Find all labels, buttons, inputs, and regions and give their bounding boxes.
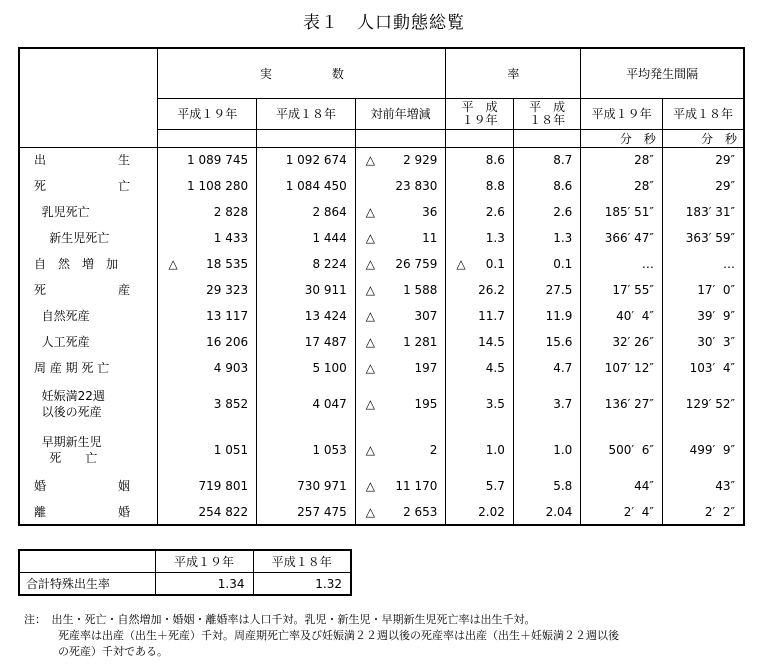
table-row: [19, 277, 744, 303]
value-diff: [355, 381, 446, 427]
value-h18-value: 4 047: [312, 397, 347, 411]
rate-h19-value: 0.1: [485, 257, 505, 271]
rate-h19: [446, 499, 513, 525]
value-h19: [158, 173, 257, 199]
value-diff-value: 1 281: [403, 335, 438, 349]
value-diff: [355, 225, 446, 251]
header-interval-h19: 平成１９年: [581, 98, 663, 129]
interval-h19-value: 32′ 26″: [612, 335, 654, 349]
rate-h19-value: 3.5: [485, 397, 505, 411]
note-line-1: 注： 出生・死亡・自然増加・婚姻・離婚率は人口千対。乳児・新生児・早期新生児死亡率は出生千対。: [24, 613, 536, 626]
value-h19: [158, 225, 257, 251]
value-diff-value: 1 588: [403, 283, 438, 297]
rate-h18-value: 8.7: [553, 153, 573, 168]
rate-h18-value: 3.7: [553, 397, 573, 411]
value-h19-value: 1 089 745: [187, 153, 249, 168]
value-h19-value: 254 822: [198, 504, 249, 519]
sub-label: 合計特殊出生率: [19, 573, 155, 596]
value-h19-value: 1 051: [213, 443, 249, 457]
row-label: 死 産: [19, 277, 158, 303]
value-h19-value: 29 323: [206, 283, 249, 297]
sub-value-h19: 1.34: [155, 573, 253, 596]
header-h19: 平成１９年: [158, 98, 257, 129]
note-line-2: 死産率は出産（出生＋死産）千対。周産期死亡率及び妊娠満２２週以後の死産率は出産（出生＋妊娠満２２週以後: [58, 629, 619, 642]
value-h19-value: 18 535: [206, 257, 249, 271]
rate-h19-value: 4.5: [485, 361, 505, 375]
sub-header-h18: 平成１８年: [253, 550, 351, 573]
value-h18: [257, 303, 356, 329]
value-h19-value: 4 903: [213, 361, 249, 375]
decrease-mark: △: [365, 397, 376, 411]
header-interval: 平均発生間隔: [581, 48, 744, 98]
interval-h19-value: 17′ 55″: [612, 283, 654, 297]
interval-h18: [662, 355, 744, 381]
rate-h18: [513, 381, 580, 427]
interval-h18-value: 183′ 31″: [685, 205, 735, 219]
rate-h19: [446, 381, 513, 427]
interval-h19: [581, 329, 663, 355]
interval-h19: [581, 173, 663, 199]
rate-h19: [446, 225, 513, 251]
interval-h18-value: …: [723, 257, 735, 271]
rate-h18: [513, 147, 580, 173]
value-h18-value: 17 487: [304, 335, 347, 349]
row-label: 離 婚: [19, 499, 158, 525]
table-body: [19, 147, 744, 525]
interval-h19-value: 28″: [634, 179, 654, 193]
rate-h19-value: 2.02: [478, 504, 505, 519]
rate-h19-value: 5.7: [485, 479, 505, 493]
header-ritsu: 率: [446, 48, 581, 98]
value-h19: [158, 277, 257, 303]
value-diff: [355, 473, 446, 499]
interval-h18-value: 129′ 52″: [685, 397, 735, 411]
row-label: 死 亡: [19, 173, 158, 199]
interval-h19-value: 366′ 47″: [604, 231, 654, 245]
value-h18-value: 13 424: [304, 309, 347, 323]
row-label: 周 産 期 死 亡: [19, 355, 158, 381]
interval-h18: [662, 225, 744, 251]
row-label: 婚 姻: [19, 473, 158, 499]
table-row: [19, 173, 744, 199]
decrease-mark: △: [365, 205, 376, 219]
header-rate-h18-line1: 平 成: [529, 99, 566, 114]
value-h19: [158, 381, 257, 427]
rate-h18: [513, 473, 580, 499]
rate-h18-value: 11.9: [545, 309, 573, 323]
interval-h18: [662, 381, 744, 427]
note-line-3: の死産）千対である。: [58, 645, 168, 658]
value-h19: [158, 473, 257, 499]
value-h19: [158, 199, 257, 225]
interval-h18-value: 29″: [715, 179, 735, 193]
interval-h19: [581, 225, 663, 251]
header-interval-h18: 平成１８年: [672, 107, 733, 121]
value-h18-value: 1 092 674: [285, 153, 347, 168]
row-label: 出 生: [19, 147, 158, 173]
rate-h19: [446, 329, 513, 355]
rate-h18: [513, 199, 580, 225]
interval-h19-value: 2′ 4″: [623, 504, 654, 519]
value-diff-value: 2 929: [403, 153, 438, 168]
value-h19: [158, 329, 257, 355]
value-h18: [257, 381, 356, 427]
interval-h18: [662, 329, 744, 355]
header-jissu: 実 数: [158, 48, 446, 98]
header-rate-h19-line2: １９年: [461, 112, 498, 127]
value-diff-value: 26 759: [395, 257, 438, 271]
interval-h19: [581, 251, 663, 277]
value-h19-value: 13 117: [206, 309, 249, 323]
header-rate-h19-line1: 平 成: [461, 99, 498, 114]
value-h18-value: 1 053: [312, 443, 347, 457]
rate-h19-value: 14.5: [478, 335, 505, 349]
sub-value-h18: 1.32: [253, 573, 351, 596]
value-h19: [158, 251, 257, 277]
value-h19-value: 16 206: [206, 335, 249, 349]
interval-h19: [581, 277, 663, 303]
interval-h18-value: 29″: [715, 153, 735, 168]
value-diff-value: 36: [422, 205, 438, 219]
table-row: [19, 303, 744, 329]
interval-h18-value: 30′ 3″: [697, 335, 735, 349]
value-h19: [158, 427, 257, 473]
interval-h18: [662, 303, 744, 329]
value-h18: [257, 329, 356, 355]
value-h18-value: 5 100: [312, 361, 347, 375]
rate-h19-value: 11.7: [478, 309, 505, 323]
rate-h19: [446, 251, 513, 277]
table-row: [19, 381, 744, 427]
value-h18: [257, 355, 356, 381]
value-h18-value: 257 475: [297, 504, 347, 519]
value-diff-value: 23 830: [395, 179, 438, 193]
table-row: [19, 499, 744, 525]
interval-h19-value: 44″: [634, 479, 654, 493]
header-blank-cell: [19, 48, 158, 147]
value-h19: [158, 147, 257, 173]
rate-h18-value: 0.1: [553, 257, 573, 271]
value-h18: [257, 427, 356, 473]
rate-h18-value: 8.6: [553, 179, 573, 193]
interval-h18: [662, 199, 744, 225]
decrease-mark: △: [365, 309, 376, 323]
interval-h19: [581, 499, 663, 525]
value-diff: [355, 173, 446, 199]
decrease-mark: △: [365, 335, 376, 349]
fertility-rate-table: [18, 549, 352, 596]
value-diff-value: 307: [414, 309, 438, 323]
value-diff: [355, 499, 446, 525]
interval-h18: [662, 147, 744, 173]
rate-h18-value: 27.5: [545, 283, 573, 297]
interval-h19: [581, 427, 663, 473]
decrease-mark: △: [365, 443, 376, 457]
rate-h19: [446, 473, 513, 499]
header-rate-h18-line2: １８年: [529, 112, 566, 127]
value-h18: [257, 251, 356, 277]
value-diff: [355, 277, 446, 303]
value-h19-value: 1 108 280: [187, 179, 249, 193]
row-label: 自然死産: [19, 303, 158, 329]
decrease-mark: △: [168, 257, 178, 271]
rate-h18-value: 2.6: [553, 205, 573, 219]
rate-h19: [446, 427, 513, 473]
value-diff-value: 11 170: [395, 479, 438, 493]
interval-h18: [662, 427, 744, 473]
interval-h19: [581, 473, 663, 499]
page-title: 表１ 人口動態総覧: [303, 13, 465, 33]
header-rate-h19: [446, 98, 513, 129]
value-h18-value: 1 084 450: [285, 179, 347, 193]
value-h19-value: 1 433: [213, 231, 249, 245]
interval-h19-value: 500′ 6″: [608, 443, 654, 457]
rate-h18-value: 15.6: [545, 335, 573, 349]
value-diff: [355, 355, 446, 381]
rate-h19: [446, 199, 513, 225]
value-h18: [257, 199, 356, 225]
value-h18-value: 8 224: [312, 257, 347, 271]
table-row: [19, 329, 744, 355]
rate-h19: [446, 355, 513, 381]
decrease-mark: △: [365, 257, 376, 271]
value-diff-value: 197: [414, 361, 438, 375]
table-row: [19, 199, 744, 225]
rate-h19-value: 1.0: [485, 443, 505, 457]
row-label: 妊娠満22週 以後の死産: [19, 381, 158, 427]
rate-h19: [446, 303, 513, 329]
rate-h18: [513, 355, 580, 381]
interval-h19-value: 28″: [634, 153, 654, 168]
value-h19-value: 3 852: [213, 397, 249, 411]
interval-h18-value: 363′ 59″: [685, 231, 735, 245]
value-h18-value: 2 864: [312, 205, 347, 219]
rate-h18-value: 2.04: [545, 504, 573, 519]
decrease-mark: △: [365, 479, 376, 493]
interval-h18-value: 17′ 0″: [697, 283, 735, 297]
rate-h19-value: 2.6: [485, 205, 505, 219]
row-label: 人工死産: [19, 329, 158, 355]
sub-header-h19: 平成１９年: [155, 550, 253, 573]
rate-h18: [513, 173, 580, 199]
value-diff: [355, 199, 446, 225]
interval-h18-value: 43″: [715, 479, 735, 493]
rate-h19-value: 8.6: [485, 153, 505, 168]
value-h18: [257, 499, 356, 525]
rate-h18: [513, 329, 580, 355]
header-diff: 対前年増減: [355, 98, 446, 129]
interval-h19: [581, 199, 663, 225]
decrease-mark: △: [456, 257, 466, 271]
interval-h19-value: 136′ 27″: [604, 397, 654, 411]
rate-h18-value: 1.0: [553, 443, 573, 457]
interval-h19-value: 107′ 12″: [604, 361, 654, 375]
value-h19-value: 719 801: [198, 479, 249, 493]
interval-h19-value: 40′ 4″: [616, 309, 654, 323]
value-h18: [257, 277, 356, 303]
interval-h18: [662, 251, 744, 277]
value-h18: [257, 173, 356, 199]
value-h18: [257, 225, 356, 251]
interval-h19: [581, 355, 663, 381]
rate-h19-value: 26.2: [478, 283, 505, 297]
rate-h19: [446, 147, 513, 173]
decrease-mark: △: [365, 361, 376, 375]
value-h18: [257, 473, 356, 499]
rate-h18-value: 5.8: [553, 479, 573, 493]
header-rate-h18: [513, 98, 580, 129]
interval-h19-value: 185′ 51″: [604, 205, 654, 219]
value-h18: [257, 147, 356, 173]
rate-h19: [446, 173, 513, 199]
row-label: 新生児死亡: [19, 225, 158, 251]
value-h18-value: 1 444: [312, 231, 347, 245]
rate-h18: [513, 303, 580, 329]
value-diff: [355, 147, 446, 173]
vital-statistics-table: [18, 47, 745, 526]
value-h19: [158, 499, 257, 525]
decrease-mark: △: [365, 231, 376, 245]
value-diff-value: 195: [414, 397, 438, 411]
table-row: [19, 147, 744, 173]
decrease-mark: △: [365, 504, 376, 519]
rate-h18: [513, 427, 580, 473]
interval-h19: [581, 147, 663, 173]
interval-h18-value: 2′ 2″: [704, 504, 735, 519]
value-diff: [355, 251, 446, 277]
decrease-mark: △: [365, 283, 376, 297]
row-label: 乳児死亡: [19, 199, 158, 225]
value-h19: [158, 303, 257, 329]
rate-h19: [446, 277, 513, 303]
decrease-mark: △: [365, 153, 376, 168]
rate-h18: [513, 225, 580, 251]
interval-h18: [662, 173, 744, 199]
value-diff-value: 2 653: [403, 504, 438, 519]
rate-h18: [513, 251, 580, 277]
interval-h19: [581, 381, 663, 427]
interval-h19: [581, 303, 663, 329]
table-row: [19, 355, 744, 381]
interval-h18-value: 39′ 9″: [697, 309, 735, 323]
table-row: [19, 225, 744, 251]
interval-h18: [662, 277, 744, 303]
rate-h18: [513, 499, 580, 525]
value-diff-value: 11: [422, 231, 438, 245]
interval-h19-value: …: [641, 257, 654, 271]
rate-h18: [513, 277, 580, 303]
interval-h18-value: 499′ 9″: [689, 443, 735, 457]
rate-h18-value: 4.7: [553, 361, 573, 375]
value-diff: [355, 303, 446, 329]
row-label: 早期新生児 死 亡: [19, 427, 158, 473]
rate-h19-value: 1.3: [485, 231, 505, 245]
interval-h18: [662, 499, 744, 525]
value-diff: [355, 427, 446, 473]
value-h18-value: 730 971: [297, 479, 347, 493]
interval-h18: [662, 473, 744, 499]
value-diff: [355, 329, 446, 355]
sub-blank-cell: [19, 550, 155, 573]
row-label: 自 然 増 加: [19, 251, 158, 277]
table-row: [19, 473, 744, 499]
value-h19: [158, 355, 257, 381]
rate-h19-value: 8.8: [485, 179, 505, 193]
value-diff-value: 2: [429, 443, 438, 457]
rate-h18-value: 1.3: [553, 231, 573, 245]
table-row: [19, 251, 744, 277]
unit-h18: 分 秒: [662, 129, 744, 147]
table-row: [19, 427, 744, 473]
interval-h18-value: 103′ 4″: [689, 361, 735, 375]
value-h18-value: 30 911: [304, 283, 347, 297]
header-h18: 平成１８年: [257, 98, 356, 129]
unit-h19: 分 秒: [581, 129, 663, 147]
value-h19-value: 2 828: [213, 205, 249, 219]
